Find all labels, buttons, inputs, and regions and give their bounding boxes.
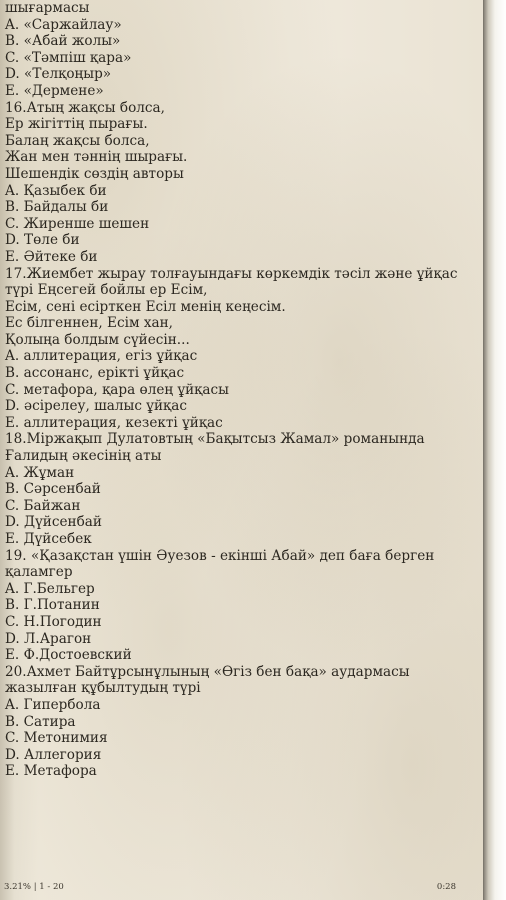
text-line: Жан мен тәннің шырағы.	[5, 149, 188, 166]
text-line: B. ассонанс, ерікті ұйқас	[5, 365, 185, 382]
text-line: қаламгер	[5, 564, 73, 581]
text-line: A. Г.Бельгер	[5, 580, 95, 597]
text-line: Ес білгеннен, Есім хан,	[5, 315, 173, 332]
text-line: түрі Еңсегей бойлы ер Есім,	[5, 282, 208, 299]
text-line: D. Л.Арагон	[5, 630, 92, 647]
text-line: C. Метонимия	[5, 730, 108, 747]
text-line: A. Жұман	[5, 464, 75, 481]
text-line: E. Ф.Достоевский	[5, 647, 132, 664]
text-line: E. Әйтеке би	[5, 248, 98, 265]
page-text	[5, 0, 475, 780]
text-line: Есім, сені есірткен Есіл менің кеңесім.	[5, 298, 286, 315]
text-line: 16.Атың жақсы болса,	[5, 99, 165, 116]
text-line: B. Г.Потанин	[5, 597, 100, 614]
text-line: E. Дүйсебек	[5, 531, 92, 547]
text-line: 18.Міржақып Дулатовтың «Бақытсыз Жамал» романында	[5, 431, 425, 448]
text-line: D. әсірелеу, шалыс ұйқас	[5, 398, 187, 415]
text-line: D. Төле би	[5, 232, 80, 249]
text-line: B. Сәрсенбай	[5, 481, 101, 498]
text-line: 20.Ахмет Байтұрсынұлының «Өгіз бен бақа» аудармасы	[5, 663, 410, 680]
page-curl-edge[interactable]	[483, 0, 506, 900]
text-line: A. Қазыбек би	[5, 182, 107, 199]
text-line: D. «Телқоңыр»	[5, 66, 112, 83]
text-line: A. Гипербола	[5, 696, 101, 713]
text-line: E. Метафора	[5, 763, 97, 780]
text-line: 17.Жиембет жырау толғауындағы көркемдік тәсіл және ұйқас	[5, 265, 458, 282]
text-line: C. метафора, қара өлең ұйқасы	[5, 381, 229, 398]
text-line: E. аллитерация, кезекті ұйқас	[5, 414, 223, 431]
reading-progress: 3.21% | 1 - 20	[4, 882, 64, 892]
text-line: B. Сатира	[5, 713, 76, 730]
text-line: D. Аллегория	[5, 746, 102, 763]
text-line: Шешендік сөздің авторы	[5, 165, 184, 182]
text-line: A. аллитерация, егіз ұйқас	[5, 348, 198, 365]
text-line: D. Дүйсенбай	[5, 514, 102, 531]
text-line: C. «Тәмпіш қара»	[5, 49, 132, 66]
clock: 0:28	[436, 882, 456, 892]
text-line: C. Н.Погодин	[5, 613, 102, 630]
text-line: A. «Саржайлау»	[5, 16, 122, 33]
text-line: E. «Дермене»	[5, 82, 104, 99]
text-line: жазылған құбылтудың түрі	[5, 680, 201, 697]
text-line: C. Байжан	[5, 497, 81, 514]
text-line: Балаң жақсы болса,	[5, 132, 150, 149]
text-line: 19. «Қазақстан үшін Әуезов - екінші Абай» деп баға берген	[5, 547, 435, 564]
text-line: Ғалидың әкесінің аты	[5, 448, 162, 465]
text-line: шығармасы	[5, 0, 90, 16]
text-line: B. Байдалы би	[5, 199, 109, 216]
text-line: B. «Абай жолы»	[5, 33, 121, 50]
text-line: Ер жігіттің пырағы.	[5, 116, 148, 133]
text-line: C. Жиренше шешен	[5, 215, 150, 232]
text-line: Қолыңа болдым сүйесін...	[5, 331, 190, 348]
